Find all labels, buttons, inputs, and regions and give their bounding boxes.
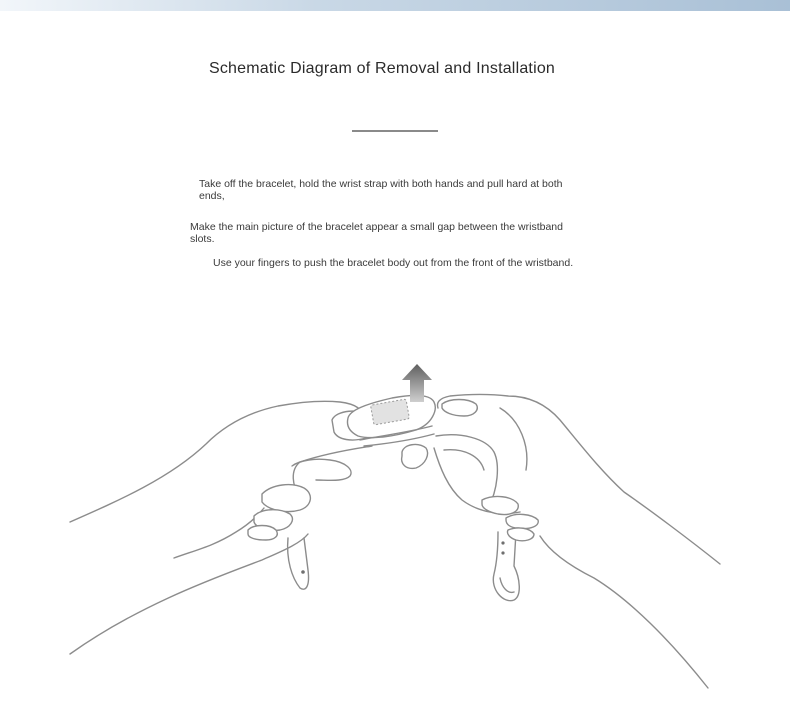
right-hand-icon bbox=[402, 395, 720, 689]
instruction-step-2: Make the main picture of the bracelet appear a small gap between the wristband slots. bbox=[190, 221, 563, 245]
instruction-step-1: Take off the bracelet, hold the wrist strap with both hands and pull hard at both ends, bbox=[199, 178, 563, 202]
page-title: Schematic Diagram of Removal and Installation bbox=[208, 60, 556, 77]
left-hand-icon bbox=[70, 401, 375, 654]
instruction-step-3: Use your fingers to push the bracelet body out from the front of the wristband. bbox=[213, 257, 574, 269]
